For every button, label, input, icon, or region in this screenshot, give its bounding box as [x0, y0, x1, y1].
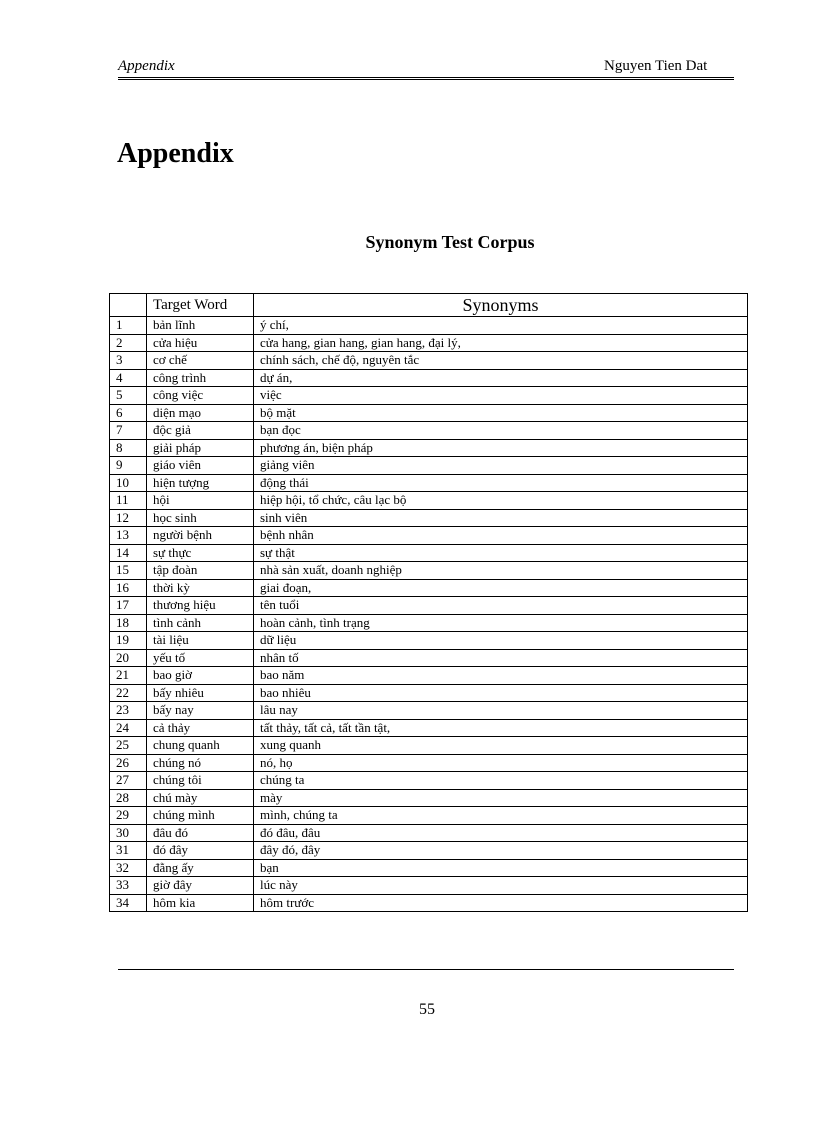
- row-synonyms: tất thảy, tất cả, tất tần tật,: [254, 719, 748, 737]
- table-row: [110, 842, 748, 860]
- row-target-word: bao giờ: [147, 667, 254, 685]
- row-index: 29: [110, 807, 147, 825]
- row-target-word: bấy nay: [147, 702, 254, 720]
- row-target-word: cả thảy: [147, 719, 254, 737]
- table-row: [110, 877, 748, 895]
- row-index: 6: [110, 404, 147, 422]
- table-row: [110, 737, 748, 755]
- row-index: 14: [110, 544, 147, 562]
- table-row: [110, 632, 748, 650]
- row-synonyms: ý chí,: [254, 317, 748, 335]
- table-row: [110, 457, 748, 475]
- table-row: [110, 474, 748, 492]
- table-header-row: [110, 294, 748, 317]
- row-index: 1: [110, 317, 147, 335]
- row-index: 21: [110, 667, 147, 685]
- row-synonyms: lúc này: [254, 877, 748, 895]
- table-row: [110, 439, 748, 457]
- table-row: [110, 614, 748, 632]
- row-synonyms: nhà sản xuất, doanh nghiệp: [254, 562, 748, 580]
- row-synonyms: cửa hang, gian hang, gian hang, đại lý,: [254, 334, 748, 352]
- row-index: 16: [110, 579, 147, 597]
- table-row: [110, 387, 748, 405]
- row-synonyms: dự án,: [254, 369, 748, 387]
- row-index: 34: [110, 894, 147, 912]
- header-rule: [118, 77, 734, 80]
- row-synonyms: động thái: [254, 474, 748, 492]
- row-target-word: công trình: [147, 369, 254, 387]
- row-index: 19: [110, 632, 147, 650]
- row-synonyms: việc: [254, 387, 748, 405]
- table-row: [110, 527, 748, 545]
- table-row: [110, 649, 748, 667]
- row-synonyms: tên tuổi: [254, 597, 748, 615]
- row-index: 10: [110, 474, 147, 492]
- footer-rule: [118, 969, 734, 970]
- row-synonyms: bạn đọc: [254, 422, 748, 440]
- table-row: [110, 334, 748, 352]
- row-synonyms: dữ liệu: [254, 632, 748, 650]
- row-index: 18: [110, 614, 147, 632]
- row-target-word: giờ đây: [147, 877, 254, 895]
- column-header-target-word: Target Word: [147, 294, 254, 317]
- row-target-word: chung quanh: [147, 737, 254, 755]
- row-target-word: bản lĩnh: [147, 317, 254, 335]
- row-target-word: độc giả: [147, 422, 254, 440]
- row-index: 12: [110, 509, 147, 527]
- row-target-word: hiện tượng: [147, 474, 254, 492]
- row-target-word: thời kỳ: [147, 579, 254, 597]
- table-row: [110, 894, 748, 912]
- table-row: [110, 369, 748, 387]
- row-synonyms: lâu nay: [254, 702, 748, 720]
- row-target-word: cửa hiệu: [147, 334, 254, 352]
- row-target-word: tình cảnh: [147, 614, 254, 632]
- row-target-word: công việc: [147, 387, 254, 405]
- row-synonyms: mày: [254, 789, 748, 807]
- row-index: 28: [110, 789, 147, 807]
- row-index: 31: [110, 842, 147, 860]
- row-target-word: đâu đó: [147, 824, 254, 842]
- row-synonyms: sinh viên: [254, 509, 748, 527]
- row-target-word: chúng mình: [147, 807, 254, 825]
- row-index: 9: [110, 457, 147, 475]
- running-header-left: Appendix: [118, 58, 175, 74]
- table-caption: Synonym Test Corpus: [365, 232, 535, 252]
- row-target-word: học sinh: [147, 509, 254, 527]
- row-target-word: hội: [147, 492, 254, 510]
- table-row: [110, 317, 748, 335]
- table-row: [110, 684, 748, 702]
- row-target-word: cơ chế: [147, 352, 254, 370]
- table-row: [110, 859, 748, 877]
- row-synonyms: xung quanh: [254, 737, 748, 755]
- row-index: 30: [110, 824, 147, 842]
- row-target-word: chúng nó: [147, 754, 254, 772]
- row-target-word: giải pháp: [147, 439, 254, 457]
- row-target-word: yếu tố: [147, 649, 254, 667]
- row-index: 32: [110, 859, 147, 877]
- table-row: [110, 352, 748, 370]
- row-synonyms: chính sách, chế độ, nguyên tắc: [254, 352, 748, 370]
- row-target-word: thương hiệu: [147, 597, 254, 615]
- row-index: 13: [110, 527, 147, 545]
- row-synonyms: chúng ta: [254, 772, 748, 790]
- table-row: [110, 719, 748, 737]
- row-target-word: tài liệu: [147, 632, 254, 650]
- row-target-word: người bệnh: [147, 527, 254, 545]
- row-index: 3: [110, 352, 147, 370]
- row-index: 22: [110, 684, 147, 702]
- row-index: 20: [110, 649, 147, 667]
- row-target-word: giáo viên: [147, 457, 254, 475]
- row-target-word: chúng tôi: [147, 772, 254, 790]
- row-target-word: chú mày: [147, 789, 254, 807]
- row-index: 27: [110, 772, 147, 790]
- row-index: 33: [110, 877, 147, 895]
- row-target-word: đó đây: [147, 842, 254, 860]
- table-row: [110, 772, 748, 790]
- row-synonyms: hôm trước: [254, 894, 748, 912]
- row-index: 7: [110, 422, 147, 440]
- running-header-author: Nguyen Tien Dat: [604, 58, 708, 74]
- row-synonyms: sự thật: [254, 544, 748, 562]
- row-synonyms: bao nhiêu: [254, 684, 748, 702]
- page-title: Appendix: [117, 138, 234, 169]
- row-index: 11: [110, 492, 147, 510]
- table-row: [110, 562, 748, 580]
- row-synonyms: mình, chúng ta: [254, 807, 748, 825]
- table-row: [110, 597, 748, 615]
- row-index: 26: [110, 754, 147, 772]
- row-target-word: sự thực: [147, 544, 254, 562]
- row-synonyms: đó đâu, đâu: [254, 824, 748, 842]
- column-header-index: [110, 294, 147, 317]
- row-synonyms: hoàn cảnh, tình trạng: [254, 614, 748, 632]
- row-index: 17: [110, 597, 147, 615]
- column-header-synonyms: Synonyms: [254, 294, 748, 317]
- table-row: [110, 824, 748, 842]
- table-row: [110, 702, 748, 720]
- row-synonyms: bạn: [254, 859, 748, 877]
- row-index: 5: [110, 387, 147, 405]
- row-synonyms: bộ mặt: [254, 404, 748, 422]
- row-synonyms: nhân tố: [254, 649, 748, 667]
- row-index: 8: [110, 439, 147, 457]
- table-row: [110, 422, 748, 440]
- page-number: 55: [419, 1001, 435, 1018]
- table-row: [110, 754, 748, 772]
- row-synonyms: nó, họ: [254, 754, 748, 772]
- table-row: [110, 667, 748, 685]
- row-synonyms: bệnh nhân: [254, 527, 748, 545]
- row-index: 25: [110, 737, 147, 755]
- table-row: [110, 544, 748, 562]
- row-target-word: đằng ấy: [147, 859, 254, 877]
- row-synonyms: đây đó, đây: [254, 842, 748, 860]
- table-row: [110, 807, 748, 825]
- row-synonyms: hiệp hội, tổ chức, câu lạc bộ: [254, 492, 748, 510]
- table-row: [110, 509, 748, 527]
- row-index: 4: [110, 369, 147, 387]
- table-row: [110, 789, 748, 807]
- row-index: 23: [110, 702, 147, 720]
- table-row: [110, 492, 748, 510]
- row-index: 15: [110, 562, 147, 580]
- row-target-word: diện mạo: [147, 404, 254, 422]
- table-row: [110, 579, 748, 597]
- row-synonyms: giai đoạn,: [254, 579, 748, 597]
- row-synonyms: bao năm: [254, 667, 748, 685]
- synonym-table: [109, 293, 748, 912]
- row-target-word: tập đoàn: [147, 562, 254, 580]
- row-index: 2: [110, 334, 147, 352]
- row-synonyms: phương án, biện pháp: [254, 439, 748, 457]
- row-target-word: bấy nhiêu: [147, 684, 254, 702]
- row-synonyms: giảng viên: [254, 457, 748, 475]
- table-row: [110, 404, 748, 422]
- row-target-word: hôm kia: [147, 894, 254, 912]
- row-index: 24: [110, 719, 147, 737]
